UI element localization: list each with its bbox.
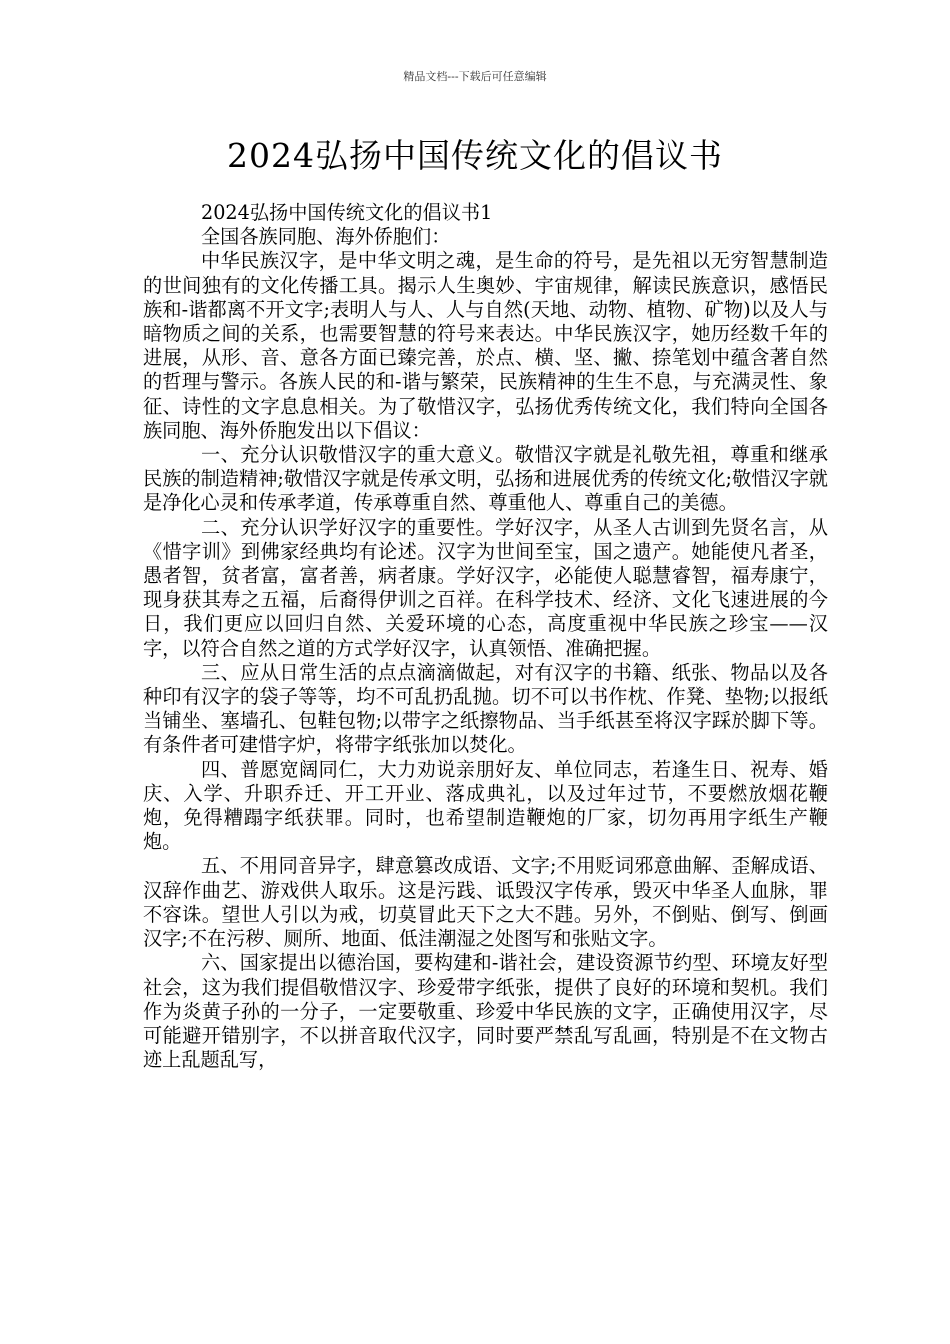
proposal-paragraph-1: 一、充分认识敬惜汉字的重大意义。敬惜汉字就是礼敬先祖，尊重和继承民族的制造精神;敬惜汉字就是传承文明，弘扬和进展优秀的传统文化;敬惜汉字就是净化心灵和传承孝道，传承尊重自然、尊重他人、尊重自己的美德。 (143, 443, 828, 515)
proposal-paragraph-5: 五、不用同音异字，肆意篡改成语、文字;不用贬词邪意曲解、歪解成语、汉辞作曲艺、游戏供人取乐。这是污践、诋毁汉字传承，毁灭中华圣人血脉，罪不容诛。望世人引以为戒，切莫冒此天下之大不韪。另外，不倒贴、倒写、倒画汉字;不在污秽、厕所、地面、低洼潮湿之处图写和张贴文字。 (143, 854, 828, 951)
proposal-paragraph-4: 四、普愿宽阔同仁，大力劝说亲朋好友、单位同志，若逢生日、祝寿、婚庆、入学、升职乔迁、开工开业、落成典礼，以及过年过节，不要燃放烟花鞭炮，免得糟蹋字纸获罪。同时，也希望制造鞭炮的厂家，切勿再用字纸生产鞭炮。 (143, 757, 828, 854)
proposal-paragraph-3: 三、应从日常生活的点点滴滴做起，对有汉字的书籍、纸张、物品以及各种印有汉字的袋子等等，均不可乱扔乱抛。切不可以书作枕、作凳、垫物;以报纸当铺坐、塞墙孔、包鞋包物;以带字之纸擦物品、当手纸甚至将汉字踩於脚下等。有条件者可建惜字炉，将带字纸张加以焚化。 (143, 660, 828, 757)
intro-paragraph: 中华民族汉字，是中华文明之魂，是生命的符号，是先祖以无穷智慧制造的世间独有的文化传播工具。揭示人生奥妙、宇宙规律，解读民族意识，感悟民族和-谐都离不开文字;表明人与人、人与自然(天地、动物、植物、矿物)以及人与暗物质之间的关系，也需要智慧的符号来表达。中华民族汉字，她历经数千年的进展，从形、音、意各方面已臻完善，於点、横、坚、撇、捺笔划中蕴含著自然的哲理与警示。各族人民的和-谐与繁荣，民族精神的生生不息，与充满灵性、象征、诗性的文字息息相关。为了敬惜汉字，弘扬优秀传统文化，我们特向全国各族同胞、海外侨胞发出以下倡议： (143, 249, 828, 442)
proposal-paragraph-2: 二、充分认识学好汉字的重要性。学好汉字，从圣人古训到先贤名言，从《惜字训》到佛家经典均有论述。汉字为世间至宝，国之遗产。她能使凡者圣，愚者智，贫者富，富者善，病者康。学好汉字，必能使人聪慧睿智，福寿康宁，现身获其寿之五福，后裔得伊训之百祥。在科学技术、经济、文化飞速进展的今日，我们更应以回归自然、关爱环境的心态，高度重视中华民族之珍宝——汉字，以符合自然之道的方式学好汉字，认真领悟、准确把握。 (143, 515, 828, 660)
proposal-paragraph-6: 六、国家提出以德治国，要构建和-谐社会，建设资源节约型、环境友好型社会，这为我们提倡敬惜汉字、珍爱带字纸张，提供了良好的环境和契机。我们作为炎黄子孙的一分子，一定要敬重、珍爱中华民族的文字，正确使用汉字，尽可能避开错别字，不以拼音取代汉字，同时要严禁乱写乱画，特别是不在文物古迹上乱题乱写， (143, 951, 828, 1072)
salutation-line: 全国各族同胞、海外侨胞们： (201, 225, 451, 249)
document-body (143, 201, 828, 1072)
page-header-note: 精品文档---下载后可任意编辑 (403, 70, 547, 83)
subtitle-line: 2024弘扬中国传统文化的倡议书1 (201, 201, 493, 224)
document-title: 2024弘扬中国传统文化的倡议书 (227, 136, 723, 175)
